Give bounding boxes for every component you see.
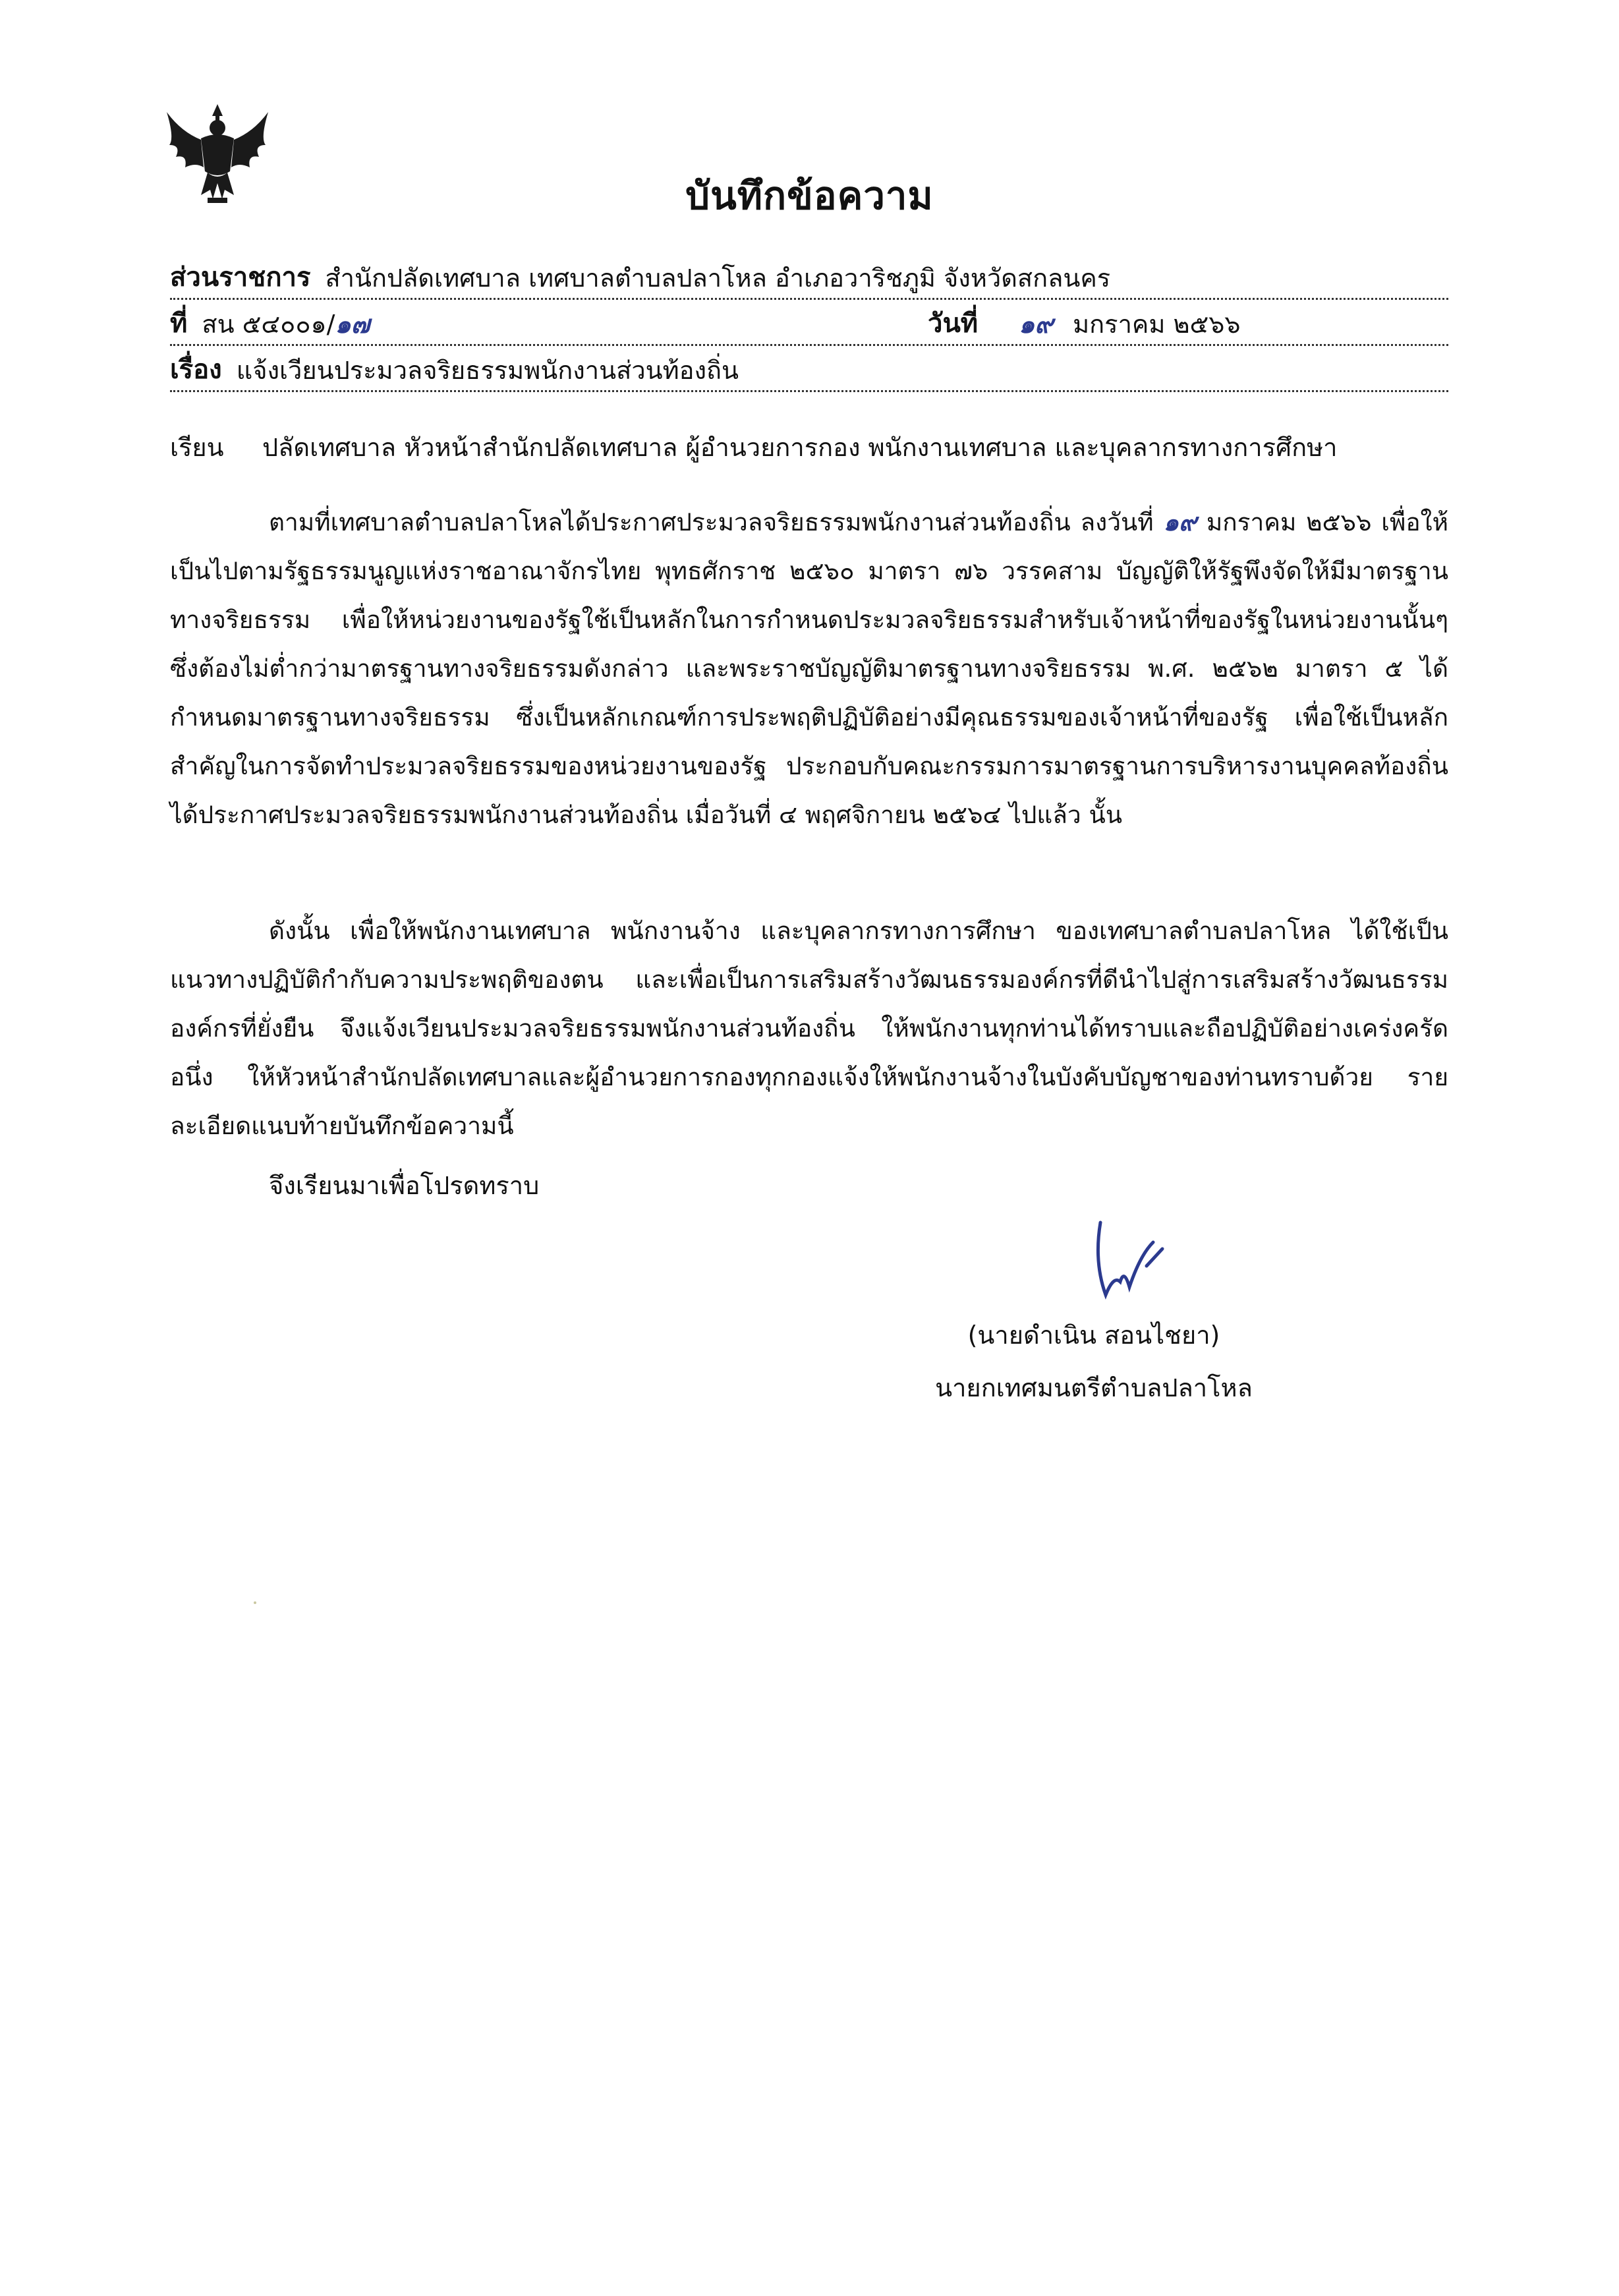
salutation-line: [170, 427, 1448, 467]
reference-value: สน ๕๔๐๐๑/: [202, 310, 335, 339]
reference-date-line: [170, 304, 1448, 346]
agency-value: สำนักปลัดเทศบาล เทศบาลตำบลปลาโหล อำเภอวาริชภูมิ จังหวัดสกลนคร: [325, 264, 1111, 293]
date-value: มกราคม ๒๕๖๖: [1073, 310, 1241, 339]
closing-line: จึงเรียนมาเพื่อโปรดทราบ: [269, 1171, 540, 1200]
salutation-value: ปลัดเทศบาล หัวหน้าสำนักปลัดเทศบาล ผู้อำนวยการกอง พนักงานเทศบาล และบุคลากรทางการศึกษา: [262, 433, 1338, 462]
reference-number-handwritten: ๑๗: [335, 310, 370, 339]
date-label: วันที่: [928, 308, 979, 339]
salutation-label: เรียน: [170, 433, 224, 462]
reference-label: ที่: [170, 308, 188, 339]
agency-label: ส่วนราชการ: [170, 262, 311, 293]
para1-part-b: มกราคม ๒๕๖๖ เพื่อให้เป็นไปตามรัฐธรรมนูญแห่งราชอาณาจักรไทย พุทธศักราช ๒๕๖๐ มาตรา ๗๖ วรรคสาม บัญญัติให้รัฐพึงจัดให้มีมาตรฐานทางจริยธรรม เพื่อให้หน่วยงานของรัฐใช้เป็นหลักในการกำหนดประมวลจริยธรรมสำหรับเจ้าหน้าที่ของรัฐในหน่วยงานนั้นๆ ซึ่งต้องไม่ต่ำกว่ามาตรฐานทางจริยธรรมดังกล่าว และพระราชบัญญัติมาตรฐานทางจริยธรรม พ.ศ. ๒๕๖๒ มาตรา ๕ ได้กำหนดมาตรฐานทางจริยธรรม ซึ่งเป็นหลักเกณฑ์การประพฤติปฏิบัติอย่างมีคุณธรรมของเจ้าหน้าที่ของรัฐ เพื่อใช้เป็นหลักสำคัญในการจัดทำประมวลจริยธรรมของหน่วยงานของรัฐ ประกอบกับคณะกรรมการมาตรฐานการบริหารงานบุคคลท้องถิ่นได้ประกาศประมวลจริยธรรมพนักงานส่วนท้องถิ่น เมื่อวันที่ ๔ พฤศจิกายน ๒๕๖๔ ไปแล้ว นั้น: [170, 508, 1449, 829]
subject-line: [170, 351, 1448, 392]
body-paragraph-2: ดังนั้น เพื่อให้พนักงานเทศบาล พนักงานจ้าง และบุคลากรทางการศึกษา ของเทศบาลตำบลปลาโหล ได้ใช้เป็นแนวทางปฏิบัติกำกับความประพฤติของตน และเพื่อเป็นการเสริมสร้างวัฒนธรรมองค์กรที่ดีนำไปสู่การเสริมสร้างวัฒนธรรมองค์กรที่ยั่งยืน จึงแจ้งเวียนประมวลจริยธรรมพนักงานส่วนท้องถิ่น ให้พนักงานทุกท่านได้ทราบและถือปฏิบัติอย่างเคร่งครัด อนึ่ง ให้หัวหน้าสำนักปลัดเทศบาลและผู้อำนวยการกองทุกกองแจ้งให้พนักงานจ้างในบังคับบัญชาของท่านทราบด้วย รายละเอียดแนบท้ายบันทึกข้อความนี้: [170, 917, 1448, 1140]
agency-line: [170, 258, 1448, 300]
document-title: บันทึกข้อความ: [685, 173, 934, 218]
body-paragraph-1: [170, 498, 1448, 840]
date-group: [928, 302, 1241, 344]
date-day-handwritten: ๑๙: [1019, 310, 1054, 339]
scan-speck: [254, 1601, 256, 1604]
signature-icon: [1067, 1203, 1199, 1308]
subject-value: แจ้งเวียนประมวลจริยธรรมพนักงานส่วนท้องถิ่น: [236, 356, 739, 385]
para1-part-a: ตามที่เทศบาลตำบลปลาโหลได้ประกาศประมวลจริยธรรมพนักงานส่วนท้องถิ่น ลงวันที่: [269, 508, 1154, 536]
para1-day-handwritten: ๑๙: [1163, 508, 1197, 536]
signatory-name: (นายดำเนิน สอนไชยา): [967, 1321, 1220, 1350]
subject-label: เรื่อง: [170, 355, 222, 385]
signatory-position: นายกเทศมนตรีตำบลปลาโหล: [935, 1373, 1253, 1402]
